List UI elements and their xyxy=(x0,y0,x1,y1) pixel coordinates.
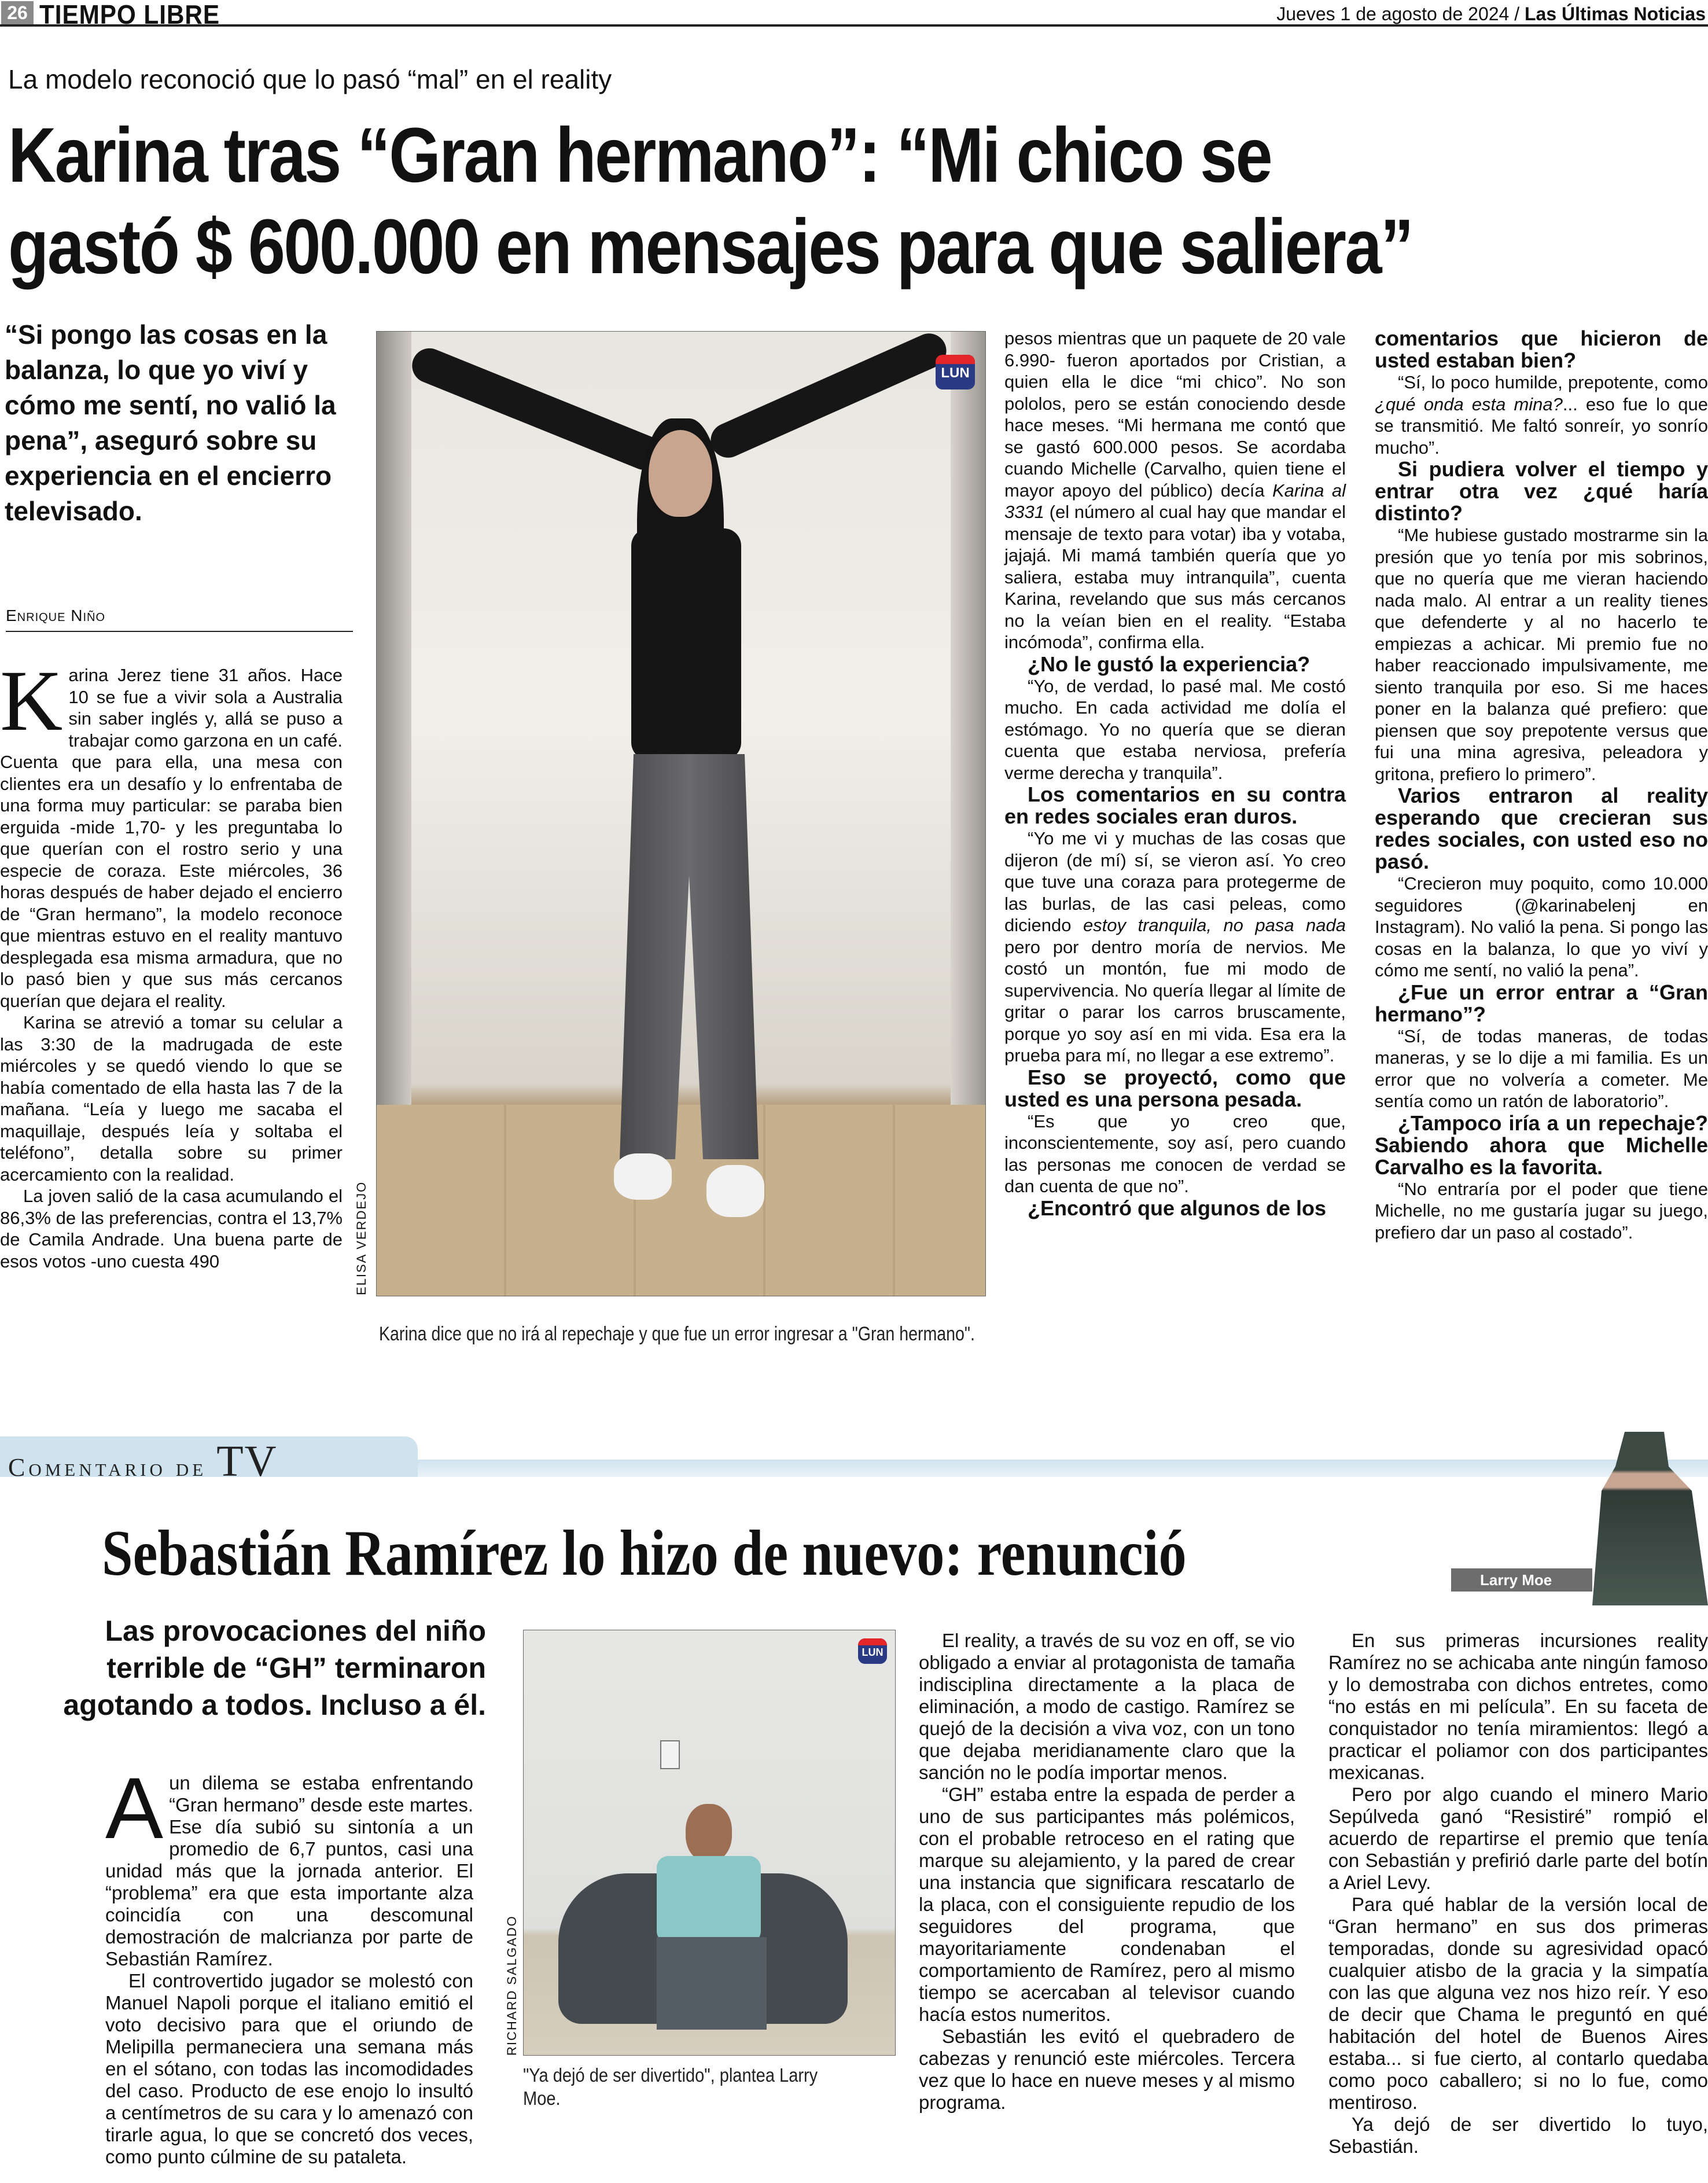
paragraph-text: ... eso fue lo que se transmitió. Me faltó sonreír, yo sonrío mucho”. xyxy=(1375,394,1708,458)
model-shoe-right xyxy=(706,1165,764,1217)
paragraph: Sebastián les evitó el quebradero de cabezas y renunció este miércoles. Tercera vez que lo hace en nueve meses y al mismo programa. xyxy=(919,2026,1295,2113)
lun-logo-text: LUN xyxy=(862,1647,884,1658)
wall-switch xyxy=(660,1740,680,1769)
section-label-big: TV xyxy=(216,1437,278,1486)
emphasis-text: ¿qué onda esta mina? xyxy=(1375,394,1563,414)
paragraph xyxy=(1004,328,1346,653)
paragraph: Ya dejó de ser divertido lo tuyo, Sebastián. xyxy=(1328,2114,1708,2157)
interview-question: Eso se proyectó, como que usted es una persona pesada. xyxy=(1004,1065,1346,1111)
interview-answer: “No entraría por el poder que tiene Michelle, no me gustaría jugar su juego, prefiero dar un paso al costado”. xyxy=(1375,1178,1708,1243)
dateline-separator: / xyxy=(1509,3,1525,24)
photo-credit: RICHARD SALGADO xyxy=(505,1915,519,2056)
paragraph: Para qué hablar de la versión local de “Gran hermano” en sus dos primeras temporadas, donde su agresividad opacó cualquier atisbo de la gracia y la simpatía con las que alguna vez nos hizo reír. Y eso de decir que Chama le preguntó en qué habitación del hotel de Buenos Aires estaba... si fue cierto, al contarlo quedaba como poco caballero; si no lo fue, como mentiroso. xyxy=(1328,1894,1708,2113)
article-deck: “Si pongo las cosas en la balanza, lo que yo viví y cómo me sentí, no valió la pena”, aseguró sobre su experiencia en el encierro televisado. xyxy=(5,319,336,526)
photo-caption: "Ya dejó de ser divertido", plantea Larry Moe. xyxy=(523,2064,818,2109)
dateline xyxy=(1276,3,1706,25)
headline-line-2: gastó $ 600.000 en mensajes para que saliera” xyxy=(8,204,1413,290)
lun-logo-text: LUN xyxy=(941,365,970,381)
model-head xyxy=(649,430,712,517)
interview-question: ¿Encontró que algunos de los xyxy=(1028,1196,1327,1220)
paragraph-text: “Yo me vi y muchas de las cosas que dijeron (de mí) sí, se vieron así. Yo creo que tuve una coraza para protegerme de las burlas, de las casi peleas, como diciendo xyxy=(1004,828,1346,935)
interview-answer xyxy=(1375,372,1708,458)
article-deck: Las provocaciones del niño terrible de “GH” terminaron agotando a todos. Incluso a él. xyxy=(63,1615,486,1721)
photo-sebastian xyxy=(523,1630,896,2056)
paragraph: Karina se atrevió a tomar su celular a las 3:30 de la madrugada de este miércoles y se quedó viendo lo que se había comentado de ella hasta las 7 de la mañana. “Leía y luego me sacaba el maquillaje, después leía y soltaba el teléfono”, detalla sobre su primer acercamiento con la realidad. xyxy=(0,1012,343,1185)
paragraph-text: arina Jerez tiene 31 años. Hace 10 se fue a vivir sola a Australia sin saber inglés y, allá se puso a trabajar como garzona en un café. Cuenta que para ella, una mesa con clientes era un desafío y lo enfrentaba de una forma muy particular: se paraba bien erguida -mide 1,70- y les preguntaba lo que querían con el rostro serio y una especie de coraza. Este miércoles, 36 horas después de haber dejado el encierro de “Gran hermano”, la modelo reconoce que mientras estuvo en el reality mantuvo desplegada esa misma armadura, que no lo pasó bien y que sus más cercanos querían que dejara el reality. xyxy=(0,665,343,1011)
man-legs xyxy=(657,1937,767,2030)
emphasis-text: Karina al 3331 xyxy=(1004,480,1346,522)
lun-logo-icon xyxy=(858,1638,887,1664)
page-header xyxy=(0,0,1708,30)
section-name: TIEMPO LIBRE xyxy=(39,0,220,30)
paragraph: El controvertido jugador se molestó con Manuel Napoli porque el italiano emitió el voto decisivo para que el oriundo de Melipilla permaneciera una semana más en el sótano, con todas las incomodidades del caso. Producto de ese enojo lo insultó a centímetros de su cara y lo amenazó con tirarle agua, lo que se concretó dos veces, como punto cúlmine de su pataleta. xyxy=(105,1970,473,2167)
paragraph-text: pero por dentro moría de nervios. Me costó un montón, fue mi modo de supervivencia. No quería llegar al límite de gritar o parar los carros bruscamente, porque yo soy así en mi vida. Esa era la prueba para mí, no llegar a ese extremo”. xyxy=(1004,936,1346,1065)
article-column-1 xyxy=(0,653,343,1272)
article-headline: Sebastián Ramírez lo hizo de nuevo: renunció xyxy=(102,1517,1187,1589)
model-arm-right xyxy=(705,331,952,463)
article-column-2 xyxy=(919,1630,1295,2114)
paragraph-text: pesos mientras que un paquete de 20 vale 6.990- fueron aportados por Cristian, a quien ella le dice “mi chico”. No son pololos, pero se están conociendo desde hace meses. “Mi hermana me contó que se gastó 600.000 pesos. Se acordaba cuando Michelle (Carvalho, quien tiene el mayor apoyo del público) decía xyxy=(1004,328,1346,501)
article-column-1 xyxy=(105,1759,473,2168)
publication-name: Las Últimas Noticias xyxy=(1525,3,1706,24)
interview-question: ¿Fue un error entrar a “Gran hermano”? xyxy=(1375,980,1708,1026)
interview-question: Varios entraron al reality esperando que crecieran sus redes sociales, con usted eso no pasó. xyxy=(1375,784,1708,873)
drop-cap: K xyxy=(0,653,63,749)
paragraph xyxy=(0,653,343,1012)
interview-question: ¿No le gustó la experiencia? xyxy=(1028,652,1311,676)
interview-question: ¿Tampoco iría a un repechaje? Sabiendo ahora que Michelle Carvalho es la favorita. xyxy=(1375,1111,1708,1179)
interview-answer: “Sí, de todas maneras, de todas maneras, y se lo dije a mi familia. Es un error que no volvería a cometer. Me sentía como un ratón de laboratorio”. xyxy=(1375,1026,1708,1111)
section-label xyxy=(8,1436,278,1487)
columnist-portrait xyxy=(1451,1432,1708,1605)
article-column-3 xyxy=(1375,328,1708,1243)
article-column-3 xyxy=(1328,1630,1708,2158)
paragraph: La joven salió de la casa acumulando el 86,3% de las preferencias, contra el 13,7% de Camila Andrade. Una buena parte de esos votos -uno cuesta 490 xyxy=(0,1186,343,1271)
model-jeans xyxy=(620,754,759,1159)
model-figure xyxy=(614,355,764,1223)
columnist-illustration-icon xyxy=(1592,1432,1708,1605)
paragraph: En sus primeras incursiones reality Ramírez no se achicaba ante ningún famoso y lo demostraba con dichos entretes, como “no estás en mi película”. En su faceta de conquistador no tenía miramientos: llegó a practicar el poliamor con dos participantes mexicanas. xyxy=(1328,1630,1708,1783)
interview-answer: “Es que yo creo que, inconscientemente, soy así, pero cuando las personas me conocen de verdad se dan cuenta de que no”. xyxy=(1004,1111,1346,1196)
article-headline xyxy=(8,110,1461,293)
man-shirt xyxy=(657,1856,761,1943)
photo-karina xyxy=(376,331,986,1296)
photo-caption: Karina dice que no irá al repechaje y que fue un error ingresar a "Gran hermano". xyxy=(379,1323,975,1345)
issue-date: Jueves 1 de agosto de 2024 xyxy=(1276,3,1510,24)
interview-answer: “Yo, de verdad, lo pasé mal. Me costó mucho. En cada actividad me dolía el estómago. Yo no quería que se dieran cuenta que estaba nerviosa, prefería verme derecha y tranquila”. xyxy=(1004,675,1346,783)
columnist-name: Larry Moe xyxy=(1451,1568,1592,1592)
byline: Enrique Niño xyxy=(6,607,353,632)
paragraph: El reality, a través de su voz en off, se vio obligado a enviar al protagonista de tamaña indisciplina directamente a la placa de eliminación, a modo de castigo. Ramírez se quejó de la decisión a viva voz, con un tono que dejaba meridianamente claro que la sanción no le podía importar menos. xyxy=(919,1630,1295,1783)
article-column-2 xyxy=(1004,328,1346,1219)
man-head xyxy=(686,1804,732,1862)
headline-line-1: Karina tras “Gran hermano”: “Mi chico se xyxy=(8,112,1272,199)
page-number: 26 xyxy=(1,1,34,24)
model-shoe-left xyxy=(614,1153,672,1200)
paragraph-text: (el número al cual hay que mandar el mensaje de texto para votar) iba y votaba, jajajá. Mi mamá también quería que yo saliera, estaba muy intranquila”, cuenta Karina, revelando que sus más cercanos no la veían bien en el reality. “Estaba incómoda”, confirma ella. xyxy=(1004,502,1346,652)
interview-question: Los comentarios en su contra en redes sociales eran duros. xyxy=(1004,782,1346,828)
drop-cap: A xyxy=(105,1759,164,1857)
model-top xyxy=(631,528,741,760)
interview-answer xyxy=(1004,828,1346,1067)
section-label-small: Comentario de xyxy=(8,1453,207,1482)
interview-answer: “Me hubiese gustado mostrarme sin la presión que yo tenía por mis sobrinos, que no quería que me vieran haciendo nada malo. Al entrar a un reality tienes que defenderte y al no hacerlo te empiezas a achicar. Mi premio fue no haber reaccionado impulsivamente, me siento tranquila por eso. Si me haces poner en la balanza qué prefiero: que piensen que soy prepotente versus que fui una mina agresiva, peleadora y gritona, prefiero lo primero”. xyxy=(1375,525,1708,784)
paragraph: Pero por algo cuando el minero Mario Sepúlveda ganó “Resistiré” rompió el acuerdo de repartirse el premio que tenía con Sebastián y prefirió darle parte del botín a Ariel Levy. xyxy=(1328,1784,1708,1893)
photo-credit: ELISA VERDEJO xyxy=(354,1181,369,1295)
paragraph-text: un dilema se estaba enfrentando “Gran hermano” desde este martes. Ese día subió su sintonía a un promedio de 6,7 puntos, casi una unidad más que la jornada anterior. El “problema” era que esta importante alza coincidía con una descomunal demostración de malcrianza por parte de Sebastián Ramírez. xyxy=(105,1772,473,1969)
model-arm-left xyxy=(407,343,667,475)
interview-question: comentarios que hicieron de usted estaban bien? xyxy=(1375,326,1708,372)
interview-question: Si pudiera volver el tiempo y entrar otra vez ¿qué haría distinto? xyxy=(1375,457,1708,525)
interview-answer: “Crecieron muy poquito, como 10.000 seguidores (@karinabelenj en Instagram). No valió la pena. Si pongo las cosas en la balanza, lo que yo viví y cómo me sentí, no valió la pena”. xyxy=(1375,873,1708,980)
article-kicker: La modelo reconoció que lo pasó “mal” en el reality xyxy=(8,64,612,94)
paragraph: “GH” estaba entre la espada de perder a uno de sus participantes más polémicos, con el probable retroceso en el rating que marque su alejamiento, y la pared de crear una instancia que significara rescatarlo de la placa, con el consiguiente repudio de los seguidores del programa, que mayoritariamente condenaban el comportamiento de Ramírez, pero al mismo tiempo se acercaban al televisor cuando hacía estos numeritos. xyxy=(919,1784,1295,2025)
paragraph xyxy=(105,1759,473,1970)
emphasis-text: estoy tranquila, no pasa nada xyxy=(1083,915,1346,935)
paragraph-text: “Sí, lo poco humilde, prepotente, como xyxy=(1398,372,1708,392)
lun-logo-icon xyxy=(936,355,975,389)
